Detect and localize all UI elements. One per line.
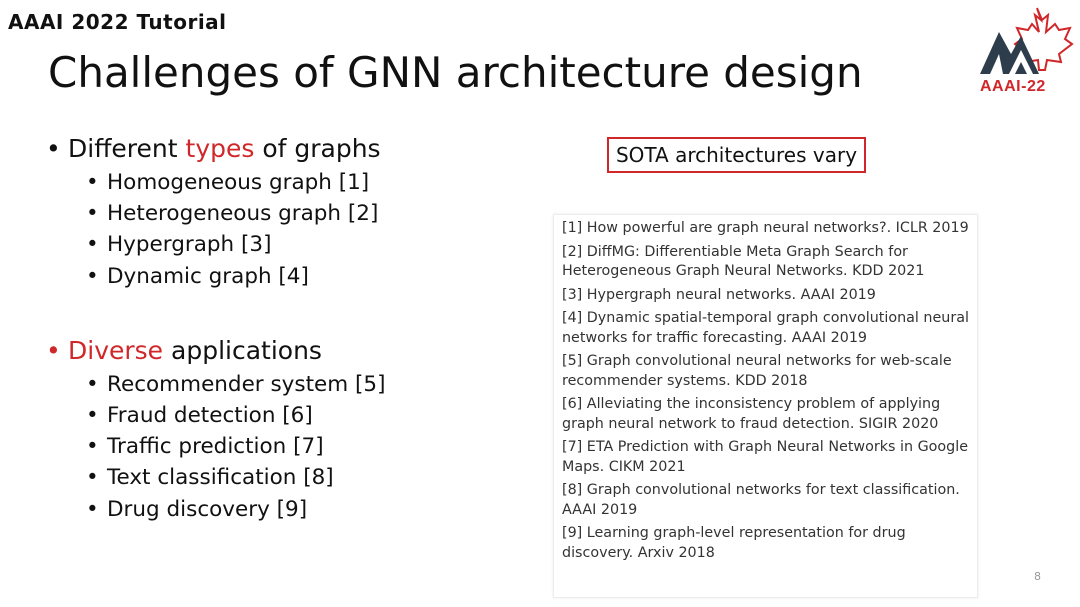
sota-callout: SOTA architectures vary [607,137,866,173]
page-number: 8 [1034,570,1041,583]
tutorial-label: AAAI 2022 Tutorial [8,10,227,34]
applications-list [86,369,385,525]
highlight-word: types [185,134,255,163]
list-item: • Heterogeneous graph [2] [86,201,379,227]
list-item: • Drug discovery [9] [86,496,308,522]
list-item: • Hypergraph [3] [86,232,272,258]
logo-label: AAAI-22 [980,78,1046,95]
reference-item: [4] Dynamic spatial-temporal graph convolutional neural networks for traffic forecasting. AAAI 2019 [562,310,969,346]
reference-item: [7] ETA Prediction with Graph Neural Networks in Google Maps. CIKM 2021 [562,439,969,475]
list-item: • Dynamic graph [4] [86,263,309,289]
reference-item: [3] Hypergraph neural networks. AAAI 2019 [562,286,876,303]
reference-item: [6] Alleviating the inconsistency problem of applying graph neural network to fraud detection. SIGIR 2020 [562,396,941,432]
reference-item: [1] How powerful are graph neural networks?. ICLR 2019 [562,220,969,236]
highlight-word: Diverse [68,335,164,365]
reference-item: [9] Learning graph-level representation for drug discovery. Arxiv 2018 [562,525,906,561]
bullet-applications: • Diverse applications [46,335,322,365]
reference-item: [5] Graph convolutional neural networks for web-scale recommender systems. KDD 2018 [562,353,952,389]
bullet-text: of graphs [254,134,381,163]
mountain-icon [980,32,1039,74]
bullet-graph-types: • Different types of graphs [46,134,381,163]
list-item: • Homogeneous graph [1] [86,170,370,195]
graph-types-list [86,167,385,292]
list-item: • Text classification [8] [86,465,334,491]
reference-item: [8] Graph convolutional networks for text classification. AAAI 2019 [562,482,960,518]
list-item: • Fraud detection [6] [86,403,313,429]
bullet-text: Different [68,134,186,163]
list-item: • Traffic prediction [7] [86,434,324,460]
reference-item: [2] DiffMG: Differentiable Meta Graph Search for Heterogeneous Graph Neural Networks. KDD 2021 [562,243,925,279]
bullet-list [46,134,385,525]
references-panel [553,214,978,598]
slide-title: Challenges of GNN architecture design [48,48,863,97]
list-item: • Recommender system [5] [86,371,386,397]
bullet-text: applications [163,335,322,365]
